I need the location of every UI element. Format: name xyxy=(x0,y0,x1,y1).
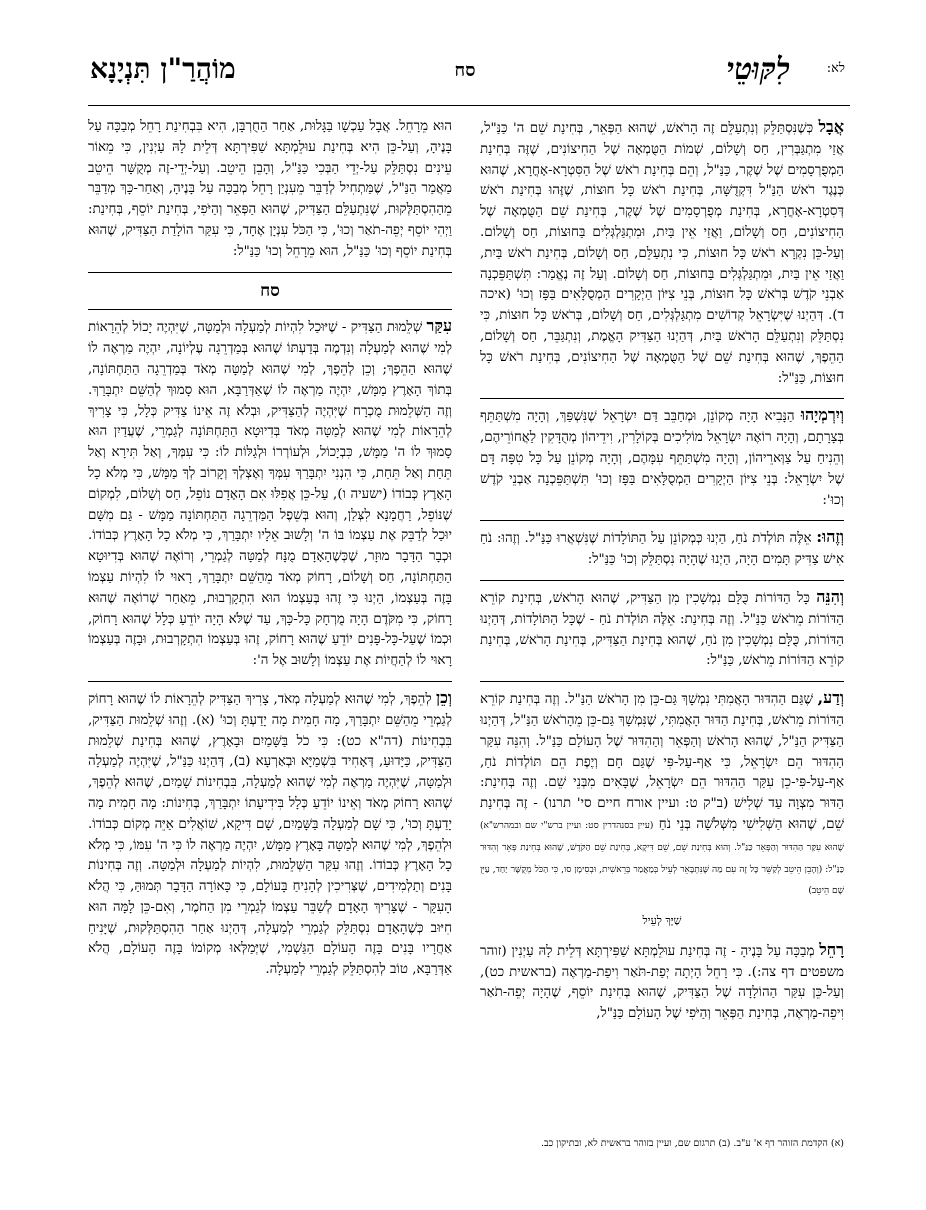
paragraph-text: אֵלֶּה תּוֹלְדֹת נֹחַ, הַיְנוּ כְּמְקוֹנֵן עַל הַתּוֹלָדוֹת שֶׁנִּשְׁאֲרוּ כַּנַּ"ל. וְזֶהוּ: נֹחַ אִישׁ צַדִּיק תָּמִים הָיָה, הַיְנוּ שֶׁהָיָה נִסְתַּלֵּק וְכוּ' כַּנַּ"ל: xyxy=(480,531,844,568)
paragraph-divider xyxy=(88,681,452,682)
paragraph-lead-word: וְהִנֵּה xyxy=(816,586,844,606)
paragraph-divider xyxy=(480,398,844,399)
section-note: שַׁיָּךְ לְעֵיל xyxy=(642,914,682,928)
paragraph xyxy=(88,688,452,981)
running-header-left: מוֹהֲרַ"ן תִּנְיָנָא xyxy=(90,52,236,85)
right-column xyxy=(480,117,844,1097)
paragraph xyxy=(480,527,844,571)
citation-note: (עיין בסנהדרין סט: ועיין ברש"י שם ובמהרש"א) שֶׁהוּא עִקַּר הַהִדּוּר וְהַפְּאֵר כַּנַּ"ל. וְהוּא בְּחִינַת שֵׁם, שֵׁם דִּיקָא, בְּחִינַת שֵׁם הַקֹּדֶשׁ, שֶׁהוּא בְּחִינַת פְּאֵר וְהִדּוּר כַּנַּ"ל: (וְהָבֵן הֵיטֵב לְקַשֵּׁר כָּל זֶה עִם מַה שֶּׁנִּתְבָּאֵר לְעֵיל בְּמַאֲמַר בְּרֵאשִׁית, וּבְסִימָן סו, כִּי הַכֹּל מְקֻשָּׁר יַחַד, עַיֵּן שָׁם הֵיטֵב) xyxy=(480,820,844,897)
paragraph-text: כְּשֶׁנִּסְתַּלֵּק וְנִתְעַלֵּם זֶה הָרֹאשׁ, שֶׁהוּא הַפְּאֵר, בְּחִינַת שֵׁם ה' כַּנַּ"ל, אֲזַי מִתְגַּבְּרִין, חַס וְשָׁלוֹם, שְׁמוֹת הַטֻּמְאָה שֶׁל הַחִיצוֹנִים, שֶׁזֶּה בְּחִינַת הַמְפֻרְסָמִים שֶׁל שֶׁקֶר, כַּנַּ"ל, וְהֵם בְּחִינַת רֹאשׁ שֶׁל הַסִּטְרָא-אָחֳרָא, שֶׁהוּא כְּנֶגֶד רֹאשׁ הַנַּ"ל דִּקְדֻשָּׁה, בְּחִינַת רֹאשׁ כָּל חוּצוֹת, שֶׁזֶּהוּ בְּחִינַת רֹאשׁ דְּסִטְרָא-אָחֳרָא, בְּחִינַת מְפֻרְסָמִים שֶׁל שֶׁקֶר, בְּחִינַת שֵׁם הַטֻּמְאָה שֶׁל הַחִיצוֹנִים, חַס וְשָׁלוֹם, וַאֲזַי אֵין בַּיִת, וּמִתְגַּלְגְּלִים בַּחוּצוֹת, חַס וְשָׁלוֹם. וְעַל-כֵּן נִקְרָא רֹאשׁ כָּל חוּצוֹת, כִּי נִתְעַלֵּם, חַס וְשָׁלוֹם, בְּחִינַת רֹאשׁ בַּיִת, וַאֲזַי אֵין בַּיִת, וּמִתְגַּלְגְּלִים בַּחוּצוֹת, חַס וְשָׁלוֹם. וְעַל זֶה נֶאֱמַר: תִּשְׁתַּפֵּכְנָה אַבְנֵי קֹדֶשׁ בְּרֹאשׁ כָּל חוּצוֹת, בְּנֵי צִיּוֹן הַיְקָרִים הַמְסֻלָּאִים בַּפָּז וְכוּ' (איכה ד). דְּהַיְנוּ שֶׁיִּשְׂרָאֵל קְדוֹשִׁים מִתְגַּלְגְּלִים, חַס וְשָׁלוֹם, בְּרֹאשׁ כָּל חוּצוֹת, כִּי נִסְתַּלֵּק וְנִתְעַלֵּם הָרֹאשׁ בַּיִת, דְּהַיְנוּ הַצַּדִּיק הָאֱמֶת, וְנִתְגַּבֵּר, חַס וְשָׁלוֹם, הַהֵפֶךְ, שֶׁהוּא בְּחִינַת שֵׁם שֶׁל הַטֻּמְאָה שֶׁל הַחִיצוֹנִים, בְּחִינַת רֹאשׁ כָּל חוּצוֹת, כַּנַּ"ל: xyxy=(480,121,844,386)
paragraph xyxy=(480,940,844,1025)
footnotes: (א) הקדמת הזוהר דף א' ע"ב. (ב) תרגום שם, ועיין בזוהר בראשית לא, ובתיקון כב. xyxy=(541,1138,844,1149)
paragraph xyxy=(88,316,452,672)
paragraph xyxy=(88,117,452,263)
paragraph-lead-word: וְדַע, xyxy=(817,688,844,708)
paragraph-text: כָּל הַדּוֹרוֹת כֻּלָּם נִמְשָׁכִין מִן הַצַּדִּיק, שֶׁהוּא הָרֹאשׁ, בְּחִינַת קוֹרֵא הַדּוֹרוֹת מֵרֹאשׁ כַּנַּ"ל. וְזֶה בְּחִינַת: אֵלֶּה תּוֹלְדֹת נֹחַ - שֶׁכָּל הַתּוֹלָדוֹת, דְּהַיְנוּ הַדּוֹרוֹת, כֻּלָּם נִמְשָׁכִין מִן נֹחַ, שֶׁהוּא בְּחִינַת הַצַּדִּיק, בְּחִינַת הָרֹאשׁ, בְּחִינַת קוֹרֵא הַדּוֹרוֹת מֵרֹאשׁ, כַּנַּ"ל: xyxy=(480,590,844,669)
paragraph-divider xyxy=(480,580,844,581)
paragraph-text: הוּא מֵרָחֵל. אֲבָל עַכְשָׁו בַּגָּלוּת, אַחַר הַחֻרְבָּן, הִיא בִּבְחִינַת רָחֵל מְבַכָּה עַל בָּנֶיהָ, וְעַל-כֵּן הִיא בְּחִינַת עוּלֵמְתָּא שַׁפִּירְתָּא דְּלֵית לָהּ עַיְנִין, כִּי מֵאוֹר עֵינִים נִסְתַּלֵּק עַל-יְדֵי הַבְּכִי כַּנַּ"ל, וְהָבֵן הֵיטֵב. וְעַל-יְדֵי-זֶה מְקֻשָּׁר הֵיטֵב מַאֲמַר הַנַּ"ל, שֶׁמַּתְחִיל לְדַבֵּר מֵעִנְיַן רָחֵל מְבַכָּה עַל בָּנֶיהָ, וְאַחַר-כָּךְ מְדַבֵּר מֵהַהִסְתַּלְּקוּת, שֶׁנִּתְעַלֵּם הַצַּדִּיק, שֶׁהוּא הַפְּאֵר וְהַיֹּפִי, בְּחִינַת יוֹסֵף, בְּחִינַת: וַיְהִי יוֹסֵף יְפֵה-תֹאַר וְכוּ', כִּי הַכֹּל עִנְיָן אֶחָד, כִּי עִקַּר הוֹלָדַת הַצַּדִּיק, שֶׁהוּא בְּחִינַת יוֹסֵף וְכוּ' כַּנַּ"ל, הוּא מֵרָחֵל וְכוּ' כַּנַּ"ל: xyxy=(88,119,452,259)
paragraph-lead-word: עִקַּר xyxy=(426,316,452,336)
paragraph-divider xyxy=(480,681,844,682)
paragraph xyxy=(480,405,844,511)
paragraph-text: לְהֵפֶךְ, לְמִי שֶׁהוּא לְמַעְלָה מְאֹד, צָרִיךְ הַצַּדִּיק לְהֵרָאוֹת לוֹ שֶׁהוּא רָחוֹק לְגַמְרֵי מֵהַשֵּׁם יִתְבָּרַךְ, מָה חָמִית מָה יָדַעְתָּ וְכוּ' (א). וְזֶהוּ שְׁלֵמוּת הַצַּדִּיק, בִּבְחִינוֹת (דה"א כט): כִּי כֹל בַּשָּׁמַיִם וּבָאָרֶץ, שֶׁהוּא בְּחִינַת שְׁלֵמוּת הַצַּדִּיק, כַּיָּדוּעַ, דְּאָחִיד בִּשְׁמַיָּא וּבְאַרְעָא (ב), דְּהַיְנוּ כַּנַּ"ל, שֶׁיִּהְיֶה לְמַעְלָה וּלְמַטָּה, שֶׁיִּהְיֶה מַרְאֶה לְמִי שֶׁהוּא לְמַעְלָה, בִּבְחִינוֹת שָׁמַיִם, שֶׁהוּא לְהֵפֶךְ, שֶׁהוּא רָחוֹק מְאֹד וְאֵינוֹ יוֹדֵעַ כְּלָל בִּידִיעָתוֹ יִתְבָּרַךְ, בְּחִינוֹת: מָה חָמִית מָה יָדַעְתָּ וְכוּ', כִּי שָׁם לְמַעְלָה בַּשָּׁמַיִם, שָׁם דִּיקָא, שׁוֹאֲלִים אַיֵּה מְקוֹם כְּבוֹדוֹ. וּלְהֵפֶךְ, לְמִי שֶׁהוּא לְמַטָּה בָּאָרֶץ מַמָּשׁ, יִהְיֶה מַרְאֶה לוֹ כִּי ה' עִמּוֹ, כִּי מְלֹא כָל הָאָרֶץ כְּבוֹדוֹ. וְזֶהוּ עִקַּר הַשְּׁלֵמוּת, לִהְיוֹת לְמַעְלָה וּלְמַטָּה. וְזֶה בְּחִינוֹת בָּנִים וְתַלְמִידִים, שֶׁצְּרִיכִין לְהָנִיחַ בָּעוֹלָם, כִּי כָּאוֹרָה הַדָּבָר תְּמוּהַּ, כִּי הֲלֹא הָעִקָּר - שֶׁצָּרִיךְ הָאָדָם לְשַׁבֵּר עַצְמוֹ לְגַמְרֵי מִן הַחֹמֶר, וְאִם-כֵּן לָמָּה הוּא חִיּוּב כְּשֶׁהָאָדָם נִסְתַּלֵּק לְגַמְרֵי לְמַעְלָה, דְּהַיְנוּ אַחַר הַהִסְתַּלְּקוּת, שֶׁיָּנִיחַ אַחֲרָיו בָּנִים בָּזֶה הָעוֹלָם הַגַּשְׁמִי, שֶׁיְּמַלְּאוּ מְקוֹמוֹ בָּזֶה הָעוֹלָם, הֲלֹא אַדְּרַבָּא, טוֹב לְהִסְתַּלֵּק לְגַמְרֵי לְמַעְלָה. xyxy=(88,691,452,978)
header-rule xyxy=(88,105,850,106)
section-divider xyxy=(88,272,452,273)
paragraph-lead-word: אֲבָל xyxy=(818,117,844,136)
section-heading: סח xyxy=(260,280,280,301)
paragraph-text: שֶׁגַּם הַהִדּוּר הָאֲמִתִּי נִמְשָׁךְ גַּם-כֵּן מִן הָרֹאשׁ הַנַּ"ל. וְזֶה בְּחִינַת קוֹרֵא הַדּוֹרוֹת מֵרֹאשׁ, בְּחִינַת הַדּוּר הָאֲמִתִּי, שֶׁנִּמְשָׁךְ גַּם-כֵּן מֵהָרֹאשׁ הַנַּ"ל, דְּהַיְנוּ הַצַּדִּיק הַנַּ"ל, שֶׁהוּא הָרֹאשׁ וְהַפְּאֵר וְהַהִדּוּר שֶׁל הָעוֹלָם כַּנַּ"ל. וְהִנֵּה עִקַּר הַהִדּוּר הֵם יִשְׂרָאֵל, כִּי אַף-עַל-פִּי שֶׁגַּם חָם וְיֶפֶת הֵם תּוֹלְדוֹת נֹחַ, אַף-עַל-פִּי-כֵן עִקַּר הַהִדּוּר הֵם יִשְׂרָאֵל, שֶׁבָּאִים מִבְּנֵי שֵׁם. וְזֶה בְּחִינַת: הַדּוּר מִצְוָה עַד שְׁלִישׁ (ב"ק ט: ועיין אורח חיים סי' תרנו) - זֶה בְּחִינַת שֵׁם, שֶׁהוּא הַשְּׁלִישִׁי מִשְּׁלֹשָׁה בְּנֵי נֹחַ xyxy=(480,692,844,832)
left-column xyxy=(88,117,452,1097)
paragraph-text: שְׁלֵמוּת הַצַּדִּיק - שֶׁיּוּכַל לִהְיוֹת לְמַעְלָה וּלְמַטָּה, שֶׁיִּהְיֶה יָכוֹל לְהֵרָאוֹת לְמִי שֶׁהוּא לְמַעְלָה וְנִדְמֶה בְּדַעְתּוֹ שֶׁהוּא בְּמַדְרֵגָה עֶלְיוֹנָה, יִהְיֶה מַרְאֶה לוֹ שֶׁהוּא הַהֵפֶךְ; וְכֵן לְהֵפֶךְ, לְמִי שֶׁהוּא לְמַטָּה מְאֹד בְּמַדְרֵגָה הַתַּחְתּוֹנָה, בְּתוֹךְ הָאָרֶץ מַמָּשׁ, יִהְיֶה מַרְאֶה לוֹ שֶׁאַדְּרַבָּא, הוּא סָמוּךְ לְהַשֵּׁם יִתְבָּרַךְ. וְזֶה הַשְּׁלֵמוּת מֻכְרָח שֶׁיִּהְיֶה לְהַצַּדִּיק, וּבְלֹא זֶה אֵינוֹ צַדִּיק כְּלָל, כִּי צָרִיךְ לְהֵרָאוֹת לְמִי שֶׁהוּא לְמַטָּה מְאֹד בְּדִיוּטָא הַתַּחְתּוֹנָה לְגַמְרֵי, שֶׁעֲדַיִן הוּא סָמוּךְ לוֹ ה' מַמָּשׁ, כִּבְיָכוֹל, וּלְעוֹרְרוֹ וּלְגַלּוֹת לוֹ: כִּי עִמְּךָ, וְאַל תִּירָא וְאַל תֵּחַת וְאַל תֵּחַת, כִּי הִנְנִי יִתְבָּרַךְ עִמְּךָ וְאֶצְלְךָ וְקָרוֹב לְךָ מַמָּשׁ, כִּי מְלֹא כָל הָאָרֶץ כְּבוֹדוֹ (ישעיה ו), עַל-כֵּן אֲפִלּוּ אִם הָאָדָם נוֹפֵל, חַס וְשָׁלוֹם, לִמְקוֹם שֶׁנּוֹפֵל, רַחֲמָנָא לִצְּלַן, וְהוּא בְּשֵׁפֶל הַמַּדְרֵגָה הַתַּחְתּוֹנָה מַמָּשׁ - גַּם מִשָּׁם יוּכַל לְדַבֵּק אֶת עַצְמוֹ בּוֹ ה' וְלָשׁוּב אֵלָיו יִתְבָּרַךְ, כִּי מְלֹא כָל הָאָרֶץ כְּבוֹדוֹ. וּכְבָר הַדָּבָר מוּזָר, שֶׁכְּשֶׁהָאָדָם מֻנָּח לְמַטָּה לְגַמְרֵי, וְרוֹאֶה שֶׁהוּא בְּדִיוּטָא הַתַּחְתּוֹנָה, חַס וְשָׁלוֹם, רָחוֹק מְאֹד מֵהַשֵּׁם יִתְבָּרַךְ, רָאוּי לוֹ לִהְיוֹת עַצְמוֹ בָּזֶה בְּעַצְמוֹ, הַיְנוּ כִּי זֶהוּ בְּעַצְמוֹ הוּא הִתְקָרְבוּת, מֵאַחַר שֶׁרוֹאֶה שֶׁהוּא רָחוֹק, כִּי מִקֹּדֶם הָיָה מֻרְחָק כָּל-כָּךְ, עַד שֶׁלֹּא הָיָה יוֹדֵעַ כְּלָל שֶׁהוּא רָחוֹק, וּכְמוֹ שֶׁעַל-כָּל-פָּנִים יוֹדֵעַ שֶׁהוּא רָחוֹק, זֶהוּ בְּעַצְמוֹ הִתְקָרְבוּת, וּבָזֶה בְּעַצְמוֹ רָאוּי לוֹ לְהַחֲיוֹת אֶת עַצְמוֹ וְלָשׁוּב אֶל ה': xyxy=(88,320,452,669)
paragraph-lead-word: רָחֵל xyxy=(819,939,844,959)
paragraph-text: מְבַכָּה עַל בָּנֶיהָ - זֶה בְּחִינַת עוּלֵמְתָּא שַׁפִּירְתָּא דְּלֵית לָהּ עַיְנִין (זוהר משפטים דף צה:). כִּי רָחֵל הָיְתָה יְפַת-תֹּאַר וִיפַת-מַרְאֶה (בראשית כט), וְעַל-כֵּן עִקַּר הַהוֹלָדָה שֶׁל הַצַּדִּיק, שֶׁהוּא בְּחִינַת יוֹסֵף, שֶׁהָיָה יְפֵה-תֹאַר וִיפֵה-מַרְאֶה, בְּחִינַת הַפְּאֵר וְהַיֹּפִי שֶׁל הָעוֹלָם כַּנַּ"ל, xyxy=(480,943,844,1022)
paragraph-lead-word: וְזֶהוּ: xyxy=(816,527,844,547)
paragraph xyxy=(480,117,844,389)
paragraph xyxy=(480,688,844,902)
paragraph-lead-word: וְיִרְמְיָהוּ xyxy=(800,405,844,425)
section-divider xyxy=(88,309,452,310)
paragraph-text: הַנָּבִיא הָיָה מְקוֹנֵן, וּמְחַבֵּב דַּם יִשְׂרָאֵל שֶׁנִּשְׁפַּךְ, וְהָיָה מִשְׁתַּתֵּף בְּצָרָתָם, וְהָיָה רוֹאֶה יִשְׂרָאֵל מוֹלִיכִים בְּקוֹלָרִין, וִידֵיהוֹן מְהֻדָּקִין לַאֲחוֹרֵיהֶם, וְהֵנִיחַ עַל צַוְּארֵיהוֹן, וְהָיָה מִשְׁתַּתֵּף עִמָּהֶם, וְהָיָה מְקוֹנֵן עַל כָּל טִפָּה דָּם שֶׁל יִשְׂרָאֵל: בְּנֵי צִיּוֹן הַיְקָרִים הַמְסֻלָּאִים בַּפָּז וְכוּ' תִּשְׁתַּפֵּכְנָה אַבְנֵי קֹדֶשׁ וְכוּ': xyxy=(480,409,844,508)
paragraph-divider xyxy=(480,520,844,521)
folio-number: לא: xyxy=(826,61,845,76)
siman-number: סח xyxy=(454,60,476,81)
paragraph-lead-word: וְכֵן xyxy=(435,687,452,707)
paragraph xyxy=(480,587,844,672)
running-header-right: לִקּוּטֵי xyxy=(726,52,790,87)
